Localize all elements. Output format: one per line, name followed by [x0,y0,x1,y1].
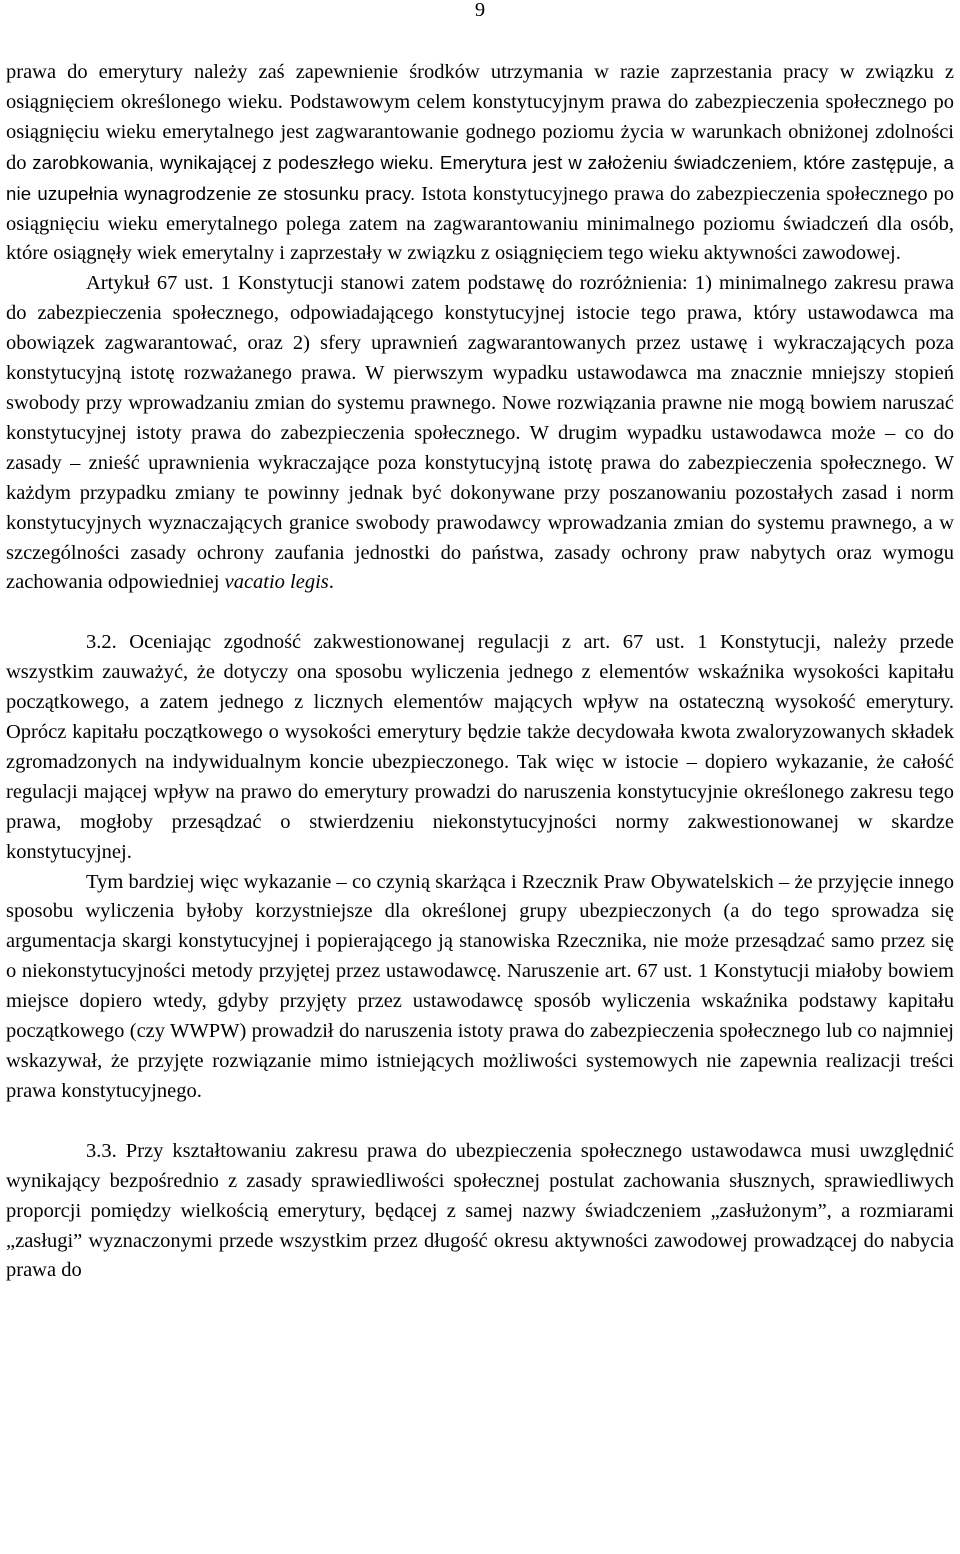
paragraph-section-3-3 [6,1137,954,1287]
document-body [6,58,954,1287]
paragraph-retirement-purpose [6,58,954,269]
text-run: prawa do emerytury należy zaś zapewnienie środków utrzymania w razie zaprzestania pracy w związku z osiągnięciem określonego wieku. Podstawowym celem konstytucyjnym prawa do zabezpieczenia społecznego po osiągnięciu wieku emerytalnego jest zagwarantowanie godnego poziomu życia w warunkach obniżonej zdolności do [6,61,954,174]
text-run: zarobkowania, wynikającej z podeszłego wieku. Emerytura jest w założeniu świadczeniem, które zastępuje, a nie uzupełnia wynagrodzenie ze stosunku pracy. [6,151,954,204]
text-run: 3.2. Oceniając zgodność zakwestionowanej regulacji z art. 67 ust. 1 Konstytucji, należy przede wszystkim zauważyć, że dotyczy ona sposobu wyliczenia jednego z elementów wskaźnika wysokości kapitału początkowego, a zatem jednego z licznych elementów mających wpływ na ostateczną wysokość emerytury. Oprócz kapitału początkowego o wysokości emerytury będzie także decydowała kwota zwaloryzowanych składek zgromadzonych na indywidualnym koncie ubezpieczonego. Tak więc w istocie – dopiero wykazanie, że całość regulacji mającej wpływ na prawo do emerytury prowadzi do naruszenia konstytucyjnie określonego zakresu tego prawa, mogłoby przesądzać o stwierdzeniu niekonstytucyjności normy zakwestionowanej w skardze konstytucyjnej. [6,631,954,863]
text-run: . [328,571,334,594]
paragraph-argument [6,868,954,1107]
page-number: 9 [474,0,486,21]
paragraph-article-67 [6,269,954,598]
text-run-latin-term: vacatio legis [224,571,329,594]
text-run: Tym bardziej więc wykazanie – co czynią skarżąca i Rzecznik Praw Obywatelskich – że przyjęcie innego sposobu wyliczenia byłoby korzystniejsze dla określonej grupy ubezpieczonych (a do tego sprowadza się argumentacja skargi konstytucyjnej i popierającego ją stanowiska Rzecznika, nie może przesądzać samo przez się o niekonstytucyjności metody przyjętej przez ustawodawcę. Naruszenie art. 67 ust. 1 Konstytucji miałoby bowiem miejsce dopiero wtedy, gdyby przyjęty przez ustawodawcę sposób wyliczenia wskaźnika podstawy kapitału początkowego (czy WWPW) prowadził do naruszenia istoty prawa do zabezpieczenia społecznego lub co najmniej wskazywał, że przyjęte rozwiązanie mimo istniejących możliwości systemowych nie zapewnia realizacji treści prawa konstytucyjnego. [6,870,954,1102]
text-run: 3.3. Przy kształtowaniu zakresu prawa do ubezpieczenia społecznego ustawodawca musi uwzględnić wynikający bezpośrednio z zasady sprawiedliwości społecznej postulat zachowania słusznych, sprawiedliwych proporcji pomiędzy wielkością emerytury, będącej z samej nazwy świadczeniem „zasłużonym”, a rozmiarami „zasługi” wyznaczonymi przede wszystkim przez długość okresu aktywności zawodowej prowadzącej do nabycia prawa do [6,1139,954,1282]
text-run: Artykuł 67 ust. 1 Konstytucji stanowi zatem podstawę do rozróżnienia: 1) minimalnego zakresu prawa do zabezpieczenia społecznego, odpowiadającego konstytucyjnej istocie tego prawa, który ustawodawca ma obowiązek zagwarantować, oraz 2) sfery uprawnień zagwarantowanych przez ustawę i wykraczających poza konstytucyjną istotę rozważanego prawa. W pierwszym wypadku ustawodawca ma znacznie mniejszy stopień swobody przy wprowadzaniu zmian do systemu prawnego. Nowe rozwiązania prawne nie mogą bowiem naruszać konstytucyjnej istoty prawa do zabezpieczenia społecznego. W drugim wypadku ustawodawca może – co do zasady – znieść uprawnienia wykraczające poza konstytucyjną istotę prawa do zabezpieczenia społecznego. W każdym przypadku zmiany te powinny jednak być dokonywane przy poszanowaniu pozostałych zasad i norm konstytucyjnych wyznaczających granice swobody prawodawcy wprowadzania zmian do systemu prawnego, a w szczególności zasady ochrony zaufania jednostki do państwa, zasady ochrony praw nabytych oraz wymogu zachowania odpowiedniej [6,272,954,594]
text-run: Istota konstytucyjnego prawa do zabezpieczenia społecznego po osiągnięciu wieku emerytalnego polega zatem na zagwarantowaniu minimalnego poziomu świadczeń dla osób, które osiągnęły wiek emerytalny i zaprzestały w związku z osiągnięciem tego wieku aktywności zawodowej. [6,182,954,265]
paragraph-section-3-2 [6,628,954,867]
